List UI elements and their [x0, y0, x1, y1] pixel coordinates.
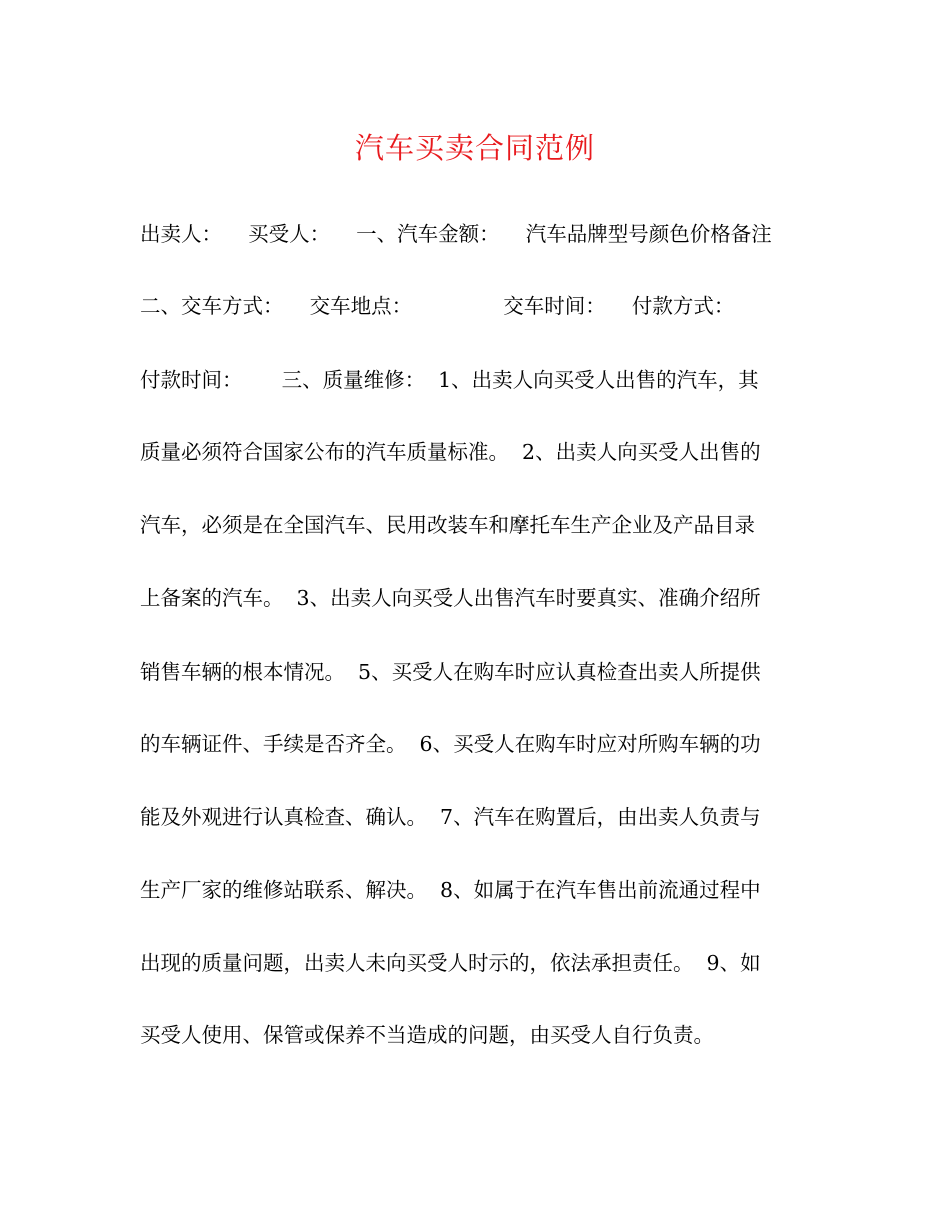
- body-line-1: 出卖人： 买受人： 一、汽车金额： 汽车品牌型号颜色价格备注: [140, 222, 772, 246]
- document-title: 汽车买卖合同范例: [354, 131, 595, 165]
- body-line-12: 买受人使用、保管或保养不当造成的问题，由买受人自行负责。: [140, 1023, 714, 1047]
- body-line-6: 上备案的汽车。 3、出卖人向买受人出售汽车时要真实、准确介绍所: [140, 586, 761, 610]
- body-line-3: 付款时间： 三、质量维修： 1、出卖人向买受人出售的汽车，其: [140, 368, 759, 392]
- body-line-10: 生产厂家的维修站联系、解决。 8、如属于在汽车售出前流通过程中: [140, 878, 761, 902]
- body-line-8: 的车辆证件、手续是否齐全。 6、买受人在购车时应对所购车辆的功: [140, 732, 761, 756]
- body-line-9: 能及外观进行认真检查、确认。 7、汽车在购置后，由出卖人负责与: [140, 805, 761, 829]
- body-line-5: 汽车，必须是在全国汽车、民用改装车和摩托车生产企业及产品目录: [140, 513, 755, 537]
- body-line-4: 质量必须符合国家公布的汽车质量标准。 2、出卖人向买受人出售的: [140, 440, 761, 464]
- body-line-2: 二、交车方式： 交车地点： 交车时间： 付款方式：: [140, 294, 735, 318]
- body-line-7: 销售车辆的根本情况。 5、买受人在购车时应认真检查出卖人所提供: [140, 660, 761, 684]
- body-line-11: 出现的质量问题，出卖人未向买受人时示的，依法承担责任。 9、如: [140, 951, 761, 975]
